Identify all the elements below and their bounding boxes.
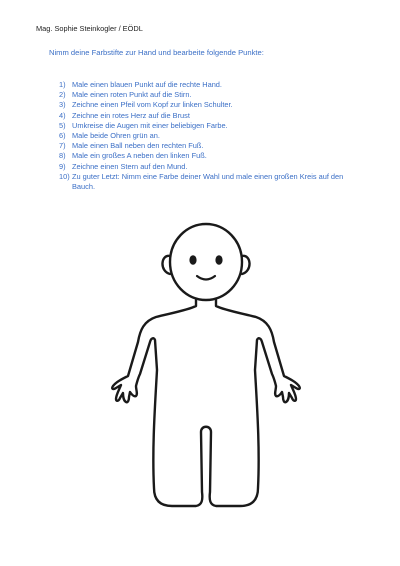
task-item bbox=[59, 100, 359, 110]
task-number: 9) bbox=[59, 161, 66, 171]
task-item bbox=[59, 90, 359, 100]
left-eye bbox=[189, 255, 196, 265]
task-item bbox=[59, 151, 359, 161]
task-item bbox=[59, 131, 359, 141]
task-text: Zeichne einen Pfeil vom Kopf zur linken Schulter. bbox=[72, 100, 233, 110]
task-text: Male einen roten Punkt auf die Stirn. bbox=[72, 90, 192, 100]
task-item bbox=[59, 111, 359, 121]
left-ear-outline bbox=[162, 256, 170, 274]
right-eye bbox=[215, 255, 222, 265]
task-item bbox=[59, 121, 359, 131]
task-list bbox=[59, 80, 359, 192]
task-number: 2) bbox=[59, 90, 66, 100]
body-outline bbox=[112, 300, 300, 506]
task-text: Zeichne einen Stern auf den Mund. bbox=[72, 161, 188, 171]
task-number: 5) bbox=[59, 120, 66, 130]
child-outline-figure-icon bbox=[104, 218, 310, 514]
task-number: 1) bbox=[59, 80, 66, 89]
task-number: 4) bbox=[59, 110, 66, 120]
task-text: Umkreise die Augen mit einer beliebigen Farbe. bbox=[72, 120, 228, 130]
task-item bbox=[59, 141, 359, 151]
task-number: 6) bbox=[59, 131, 66, 141]
task-text: Male ein großes A neben den linken Fuß. bbox=[72, 151, 207, 161]
task-number: 8) bbox=[59, 151, 66, 161]
task-text: Zeichne ein rotes Herz auf die Brust bbox=[72, 110, 190, 120]
head-outline bbox=[170, 224, 242, 300]
instructions-intro: Nimm deine Farbstifte zur Hand und bearbeite folgende Punkte: bbox=[49, 48, 264, 57]
task-item bbox=[59, 162, 359, 172]
task-item bbox=[59, 80, 359, 90]
task-item bbox=[59, 172, 359, 192]
task-text: Male einen blauen Punkt auf die rechte Hand. bbox=[72, 80, 222, 89]
task-number: 10) bbox=[59, 171, 70, 181]
task-number: 7) bbox=[59, 141, 66, 151]
mouth-smile bbox=[197, 276, 215, 280]
task-text: Male beide Ohren grün an. bbox=[72, 131, 160, 141]
page-header-author: Mag. Sophie Steinkogler / EÖDL bbox=[36, 24, 143, 33]
right-ear-outline bbox=[242, 256, 250, 274]
task-text: Zu guter Letzt: Nimm eine Farbe deiner Wahl und male einen großen Kreis auf den Bauch. bbox=[72, 171, 344, 192]
task-number: 3) bbox=[59, 100, 66, 110]
task-text: Male einen Ball neben den rechten Fuß. bbox=[72, 141, 204, 151]
